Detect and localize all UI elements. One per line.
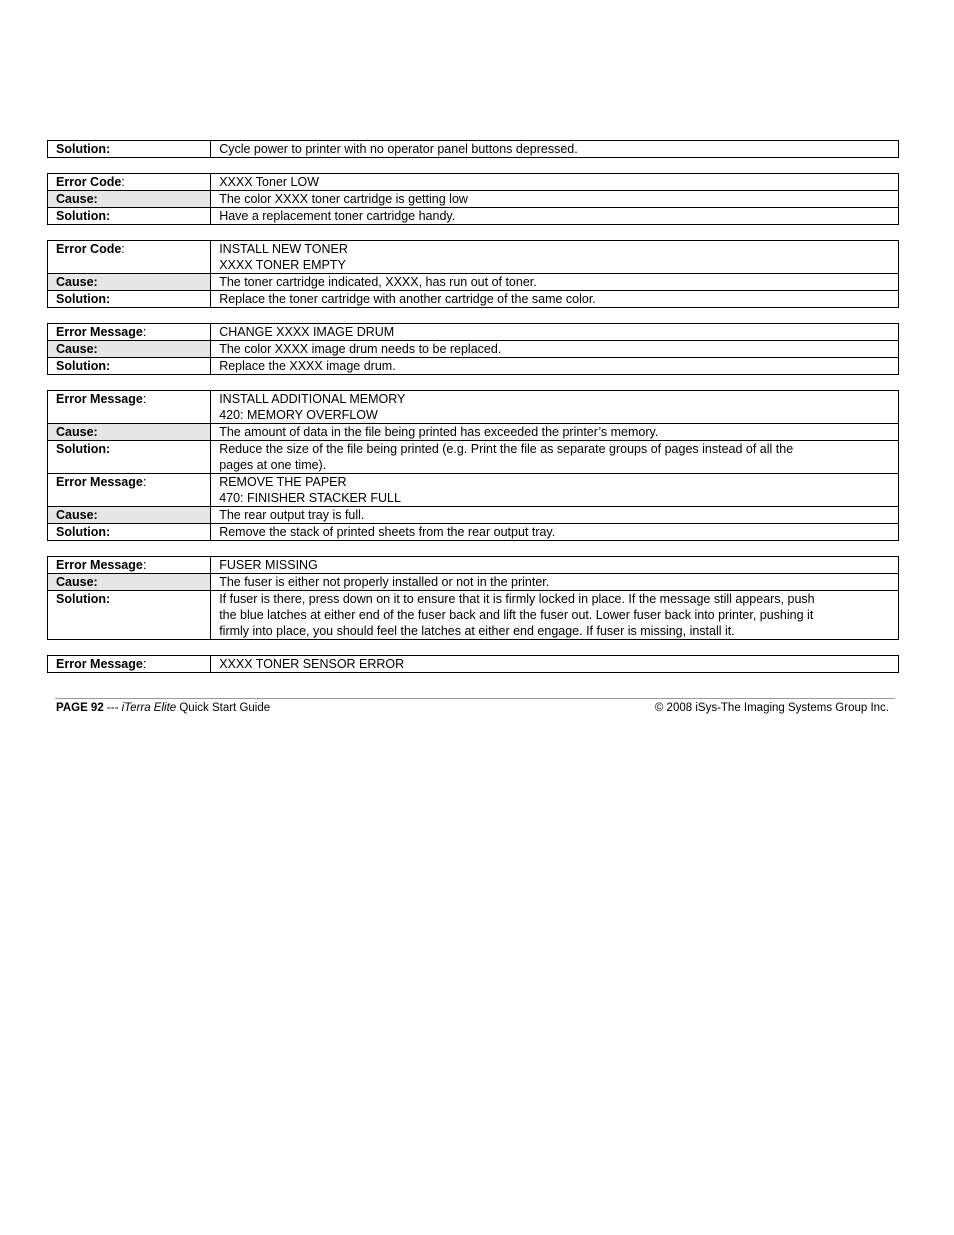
cause-value: [211, 341, 899, 358]
error-table: [47, 655, 899, 673]
label-text: Error Code: [56, 175, 122, 189]
value-line: The color XXXX toner cartridge is getting low: [219, 192, 468, 206]
label-text: Cause:: [56, 275, 98, 289]
error-row: [48, 391, 899, 424]
value-line: Replace the toner cartridge with another cartridge of the same color.: [219, 292, 596, 306]
solution-value: [211, 358, 899, 375]
error-table: [47, 390, 899, 541]
error-table: [47, 323, 899, 375]
value-line: 470: FINISHER STACKER FULL: [219, 491, 401, 505]
error-value: [211, 656, 899, 673]
label-text: Cause:: [56, 192, 98, 206]
value-line: INSTALL ADDITIONAL MEMORY: [219, 392, 406, 406]
value-line: The amount of data in the file being printed has exceeded the printer’s memory.: [219, 425, 659, 439]
solution-row: [48, 208, 899, 225]
label-text: Error Message: [56, 475, 143, 489]
solution-label: [48, 141, 211, 158]
solution-value: [211, 291, 899, 308]
error-tables: [47, 140, 899, 688]
error-label: [48, 391, 211, 424]
value-line: Remove the stack of printed sheets from the rear output tray.: [219, 525, 556, 539]
value-line: The toner cartridge indicated, XXXX, has run out of toner.: [219, 275, 537, 289]
solution-row: [48, 524, 899, 541]
error-table: [47, 140, 899, 158]
value-line: firmly into place, you should feel the latches at either end engage. If fuser is missing, install it.: [219, 624, 735, 638]
error-row: [48, 557, 899, 574]
cause-row: [48, 191, 899, 208]
value-line: pages at one time).: [219, 458, 327, 472]
error-row: [48, 241, 899, 274]
label-text: Error Message: [56, 325, 143, 339]
label-suffix: :: [142, 558, 147, 572]
value-line: REMOVE THE PAPER: [219, 475, 347, 489]
solution-row: [48, 141, 899, 158]
solution-label: [48, 208, 211, 225]
value-line: The rear output tray is full.: [219, 508, 365, 522]
cause-value: [211, 507, 899, 524]
error-value: [211, 324, 899, 341]
solution-label: [48, 358, 211, 375]
error-label: [48, 174, 211, 191]
footer-divider: [55, 698, 895, 699]
value-line: 420: MEMORY OVERFLOW: [219, 408, 378, 422]
cause-label: [48, 341, 211, 358]
cause-row: [48, 341, 899, 358]
label-text: Solution:: [56, 142, 111, 156]
error-label: [48, 656, 211, 673]
cause-label: [48, 274, 211, 291]
value-line: The fuser is either not properly installed or not in the printer.: [219, 575, 550, 589]
cause-row: [48, 274, 899, 291]
label-suffix: :: [142, 475, 147, 489]
value-line: FUSER MISSING: [219, 558, 318, 572]
cause-row: [48, 574, 899, 591]
cause-value: [211, 574, 899, 591]
label-text: Solution:: [56, 292, 111, 306]
error-value: [211, 174, 899, 191]
error-table: [47, 556, 899, 640]
label-suffix: :: [121, 242, 125, 256]
error-value: [211, 474, 899, 507]
value-line: Cycle power to printer with no operator panel buttons depressed.: [219, 142, 578, 156]
error-label: [48, 324, 211, 341]
solution-row: [48, 358, 899, 375]
label-text: Cause:: [56, 575, 98, 589]
label-text: Cause:: [56, 342, 98, 356]
label-text: Solution:: [56, 525, 111, 539]
guide-title: iTerra Elite: [121, 702, 177, 714]
page-number: PAGE 92: [56, 702, 104, 714]
guide-suffix: Quick Start Guide: [176, 702, 271, 714]
error-row: [48, 474, 899, 507]
footer-separator: ---: [103, 702, 122, 714]
solution-label: [48, 291, 211, 308]
label-text: Solution:: [56, 592, 111, 606]
label-text: Cause:: [56, 425, 98, 439]
error-value: [211, 557, 899, 574]
solution-label: [48, 591, 211, 640]
solution-row: [48, 291, 899, 308]
label-suffix: :: [121, 175, 125, 189]
label-text: Solution:: [56, 442, 111, 456]
value-line: If fuser is there, press down on it to ensure that it is firmly locked in place. If the message still appears, push: [219, 592, 815, 606]
error-table: [47, 240, 899, 308]
value-line: Reduce the size of the file being printed (e.g. Print the file as separate groups of pages instead of all the: [219, 442, 794, 456]
value-line: CHANGE XXXX IMAGE DRUM: [219, 325, 395, 339]
cause-value: [211, 424, 899, 441]
page-footer: [56, 701, 889, 715]
value-line: XXXX Toner LOW: [219, 175, 319, 189]
label-text: Error Message: [56, 392, 143, 406]
solution-label: [48, 524, 211, 541]
error-label: [48, 557, 211, 574]
solution-row: [48, 591, 899, 640]
value-line: Replace the XXXX image drum.: [219, 359, 396, 373]
label-text: Error Message: [56, 558, 143, 572]
value-line: the blue latches at either end of the fuser back and lift the fuser out. Lower fuser back into printer, pushing it: [219, 608, 814, 622]
solution-value: [211, 591, 899, 640]
solution-value: [211, 524, 899, 541]
value-line: Have a replacement toner cartridge handy.: [219, 209, 456, 223]
label-text: Solution:: [56, 359, 111, 373]
solution-value: [211, 208, 899, 225]
error-row: [48, 324, 899, 341]
footer-left: [56, 701, 270, 715]
solution-value: [211, 441, 899, 474]
label-text: Solution:: [56, 209, 111, 223]
label-text: Error Code: [56, 242, 122, 256]
error-row: [48, 656, 899, 673]
copyright-notice: © 2008 iSys-The Imaging Systems Group Inc.: [654, 702, 889, 714]
cause-label: [48, 574, 211, 591]
cause-label: [48, 424, 211, 441]
value-line: XXXX TONER EMPTY: [219, 258, 346, 272]
label-text: Cause:: [56, 508, 98, 522]
cause-label: [48, 507, 211, 524]
value-line: XXXX TONER SENSOR ERROR: [219, 657, 405, 671]
solution-row: [48, 441, 899, 474]
value-line: The color XXXX image drum needs to be replaced.: [219, 342, 502, 356]
label-text: Error Message: [56, 657, 143, 671]
cause-value: [211, 274, 899, 291]
error-value: [211, 391, 899, 424]
cause-value: [211, 191, 899, 208]
error-label: [48, 474, 211, 507]
error-label: [48, 241, 211, 274]
error-table: [47, 173, 899, 225]
value-line: INSTALL NEW TONER: [219, 242, 348, 256]
cause-row: [48, 424, 899, 441]
solution-value: [211, 141, 899, 158]
cause-label: [48, 191, 211, 208]
error-value: [211, 241, 899, 274]
label-suffix: :: [142, 325, 147, 339]
error-row: [48, 174, 899, 191]
label-suffix: :: [142, 392, 147, 406]
cause-row: [48, 507, 899, 524]
solution-label: [48, 441, 211, 474]
label-suffix: :: [142, 657, 147, 671]
